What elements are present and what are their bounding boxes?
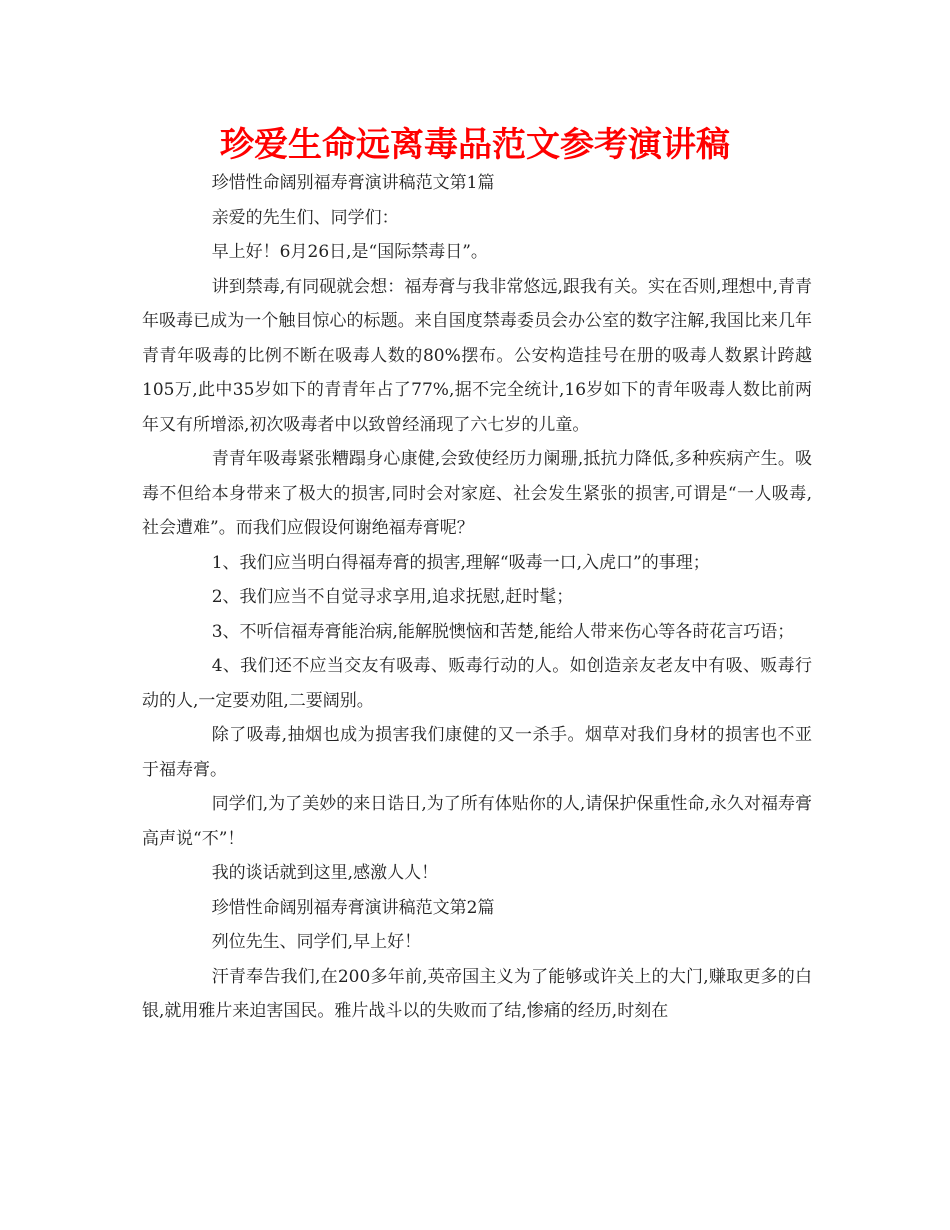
paragraph: 我的谈话就到这里,感激人人！	[211, 863, 439, 883]
paragraph: 同学们,为了美妙的来日诰日,为了所有体贴你的人,请保护保重性命,永久对福寿膏高声说“不”！	[142, 794, 812, 849]
paragraph: 亲爱的先生们、同学们：	[211, 207, 399, 228]
paragraph: 4、我们还不应当交友有吸毒、贩毒行动的人。如创造亲友老友中有吸、贩毒行动的人,一定要劝阻,二要阔别。	[142, 656, 812, 711]
paragraph: 汗青奉告我们,在200多年前,英帝国主义为了能够或许关上的大门,赚取更多的白银,就用雅片来迫害国民。雅片战斗以的失败而了结,惨痛的经历,时刻在	[142, 966, 812, 1021]
document-body	[142, 166, 812, 1029]
section-heading: 珍惜性命阔别福寿膏演讲稿范文第2篇	[211, 897, 495, 918]
paragraph: 早上好！6月26日,是“国际禁毒日”。	[211, 242, 488, 262]
paragraph: 青青年吸毒紧张糟蹋身心康健,会致使经历力阑珊,抵抗力降低,多种疾病产生。吸毒不但给本身带来了极大的损害,同时会对家庭、社会发生紧张的损害,可谓是“一人吸毒,社会遭难”。而我们应假设何谢绝福寿膏呢？	[142, 449, 812, 538]
paragraph: 2、我们应当不自觉寻求享用,追求抚慰,赶时髦；	[211, 587, 574, 607]
paragraph: 1、我们应当明白得福寿膏的损害,理解“吸毒一口,入虎口”的事理；	[211, 552, 710, 573]
document-title: 珍爱生命远离毒品范文参考演讲稿	[220, 125, 730, 165]
paragraph: 除了吸毒,抽烟也成为损害我们康健的又一杀手。烟草对我们身材的损害也不亚于福寿膏。	[142, 725, 812, 780]
paragraph: 列位先生、同学们,早上好！	[211, 932, 422, 952]
section-heading: 珍惜性命阔别福寿膏演讲稿范文第1篇	[211, 173, 495, 193]
paragraph: 讲到禁毒,有同砚就会想：福寿膏与我非常悠远,跟我有关。实在否则,理想中,青青年吸毒已成为一个触目惊心的标题。来自国度禁毒委员会办公室的数字注解,我国比来几年青青年吸毒的比例不断在吸毒人数的80%摆布。公安构造挂号在册的吸毒人数累计跨越105万,此中35岁如下的青青年占了77%,据不完全统计,16岁如下的青年吸毒人数比前两年又有所增添,初次吸毒者中以致曾经涌现了六七岁的儿童。	[142, 276, 812, 435]
paragraph: 3、不听信福寿膏能治病,能解脱懊恼和苦楚,能给人带来伤心等各莳花言巧语；	[211, 621, 795, 642]
